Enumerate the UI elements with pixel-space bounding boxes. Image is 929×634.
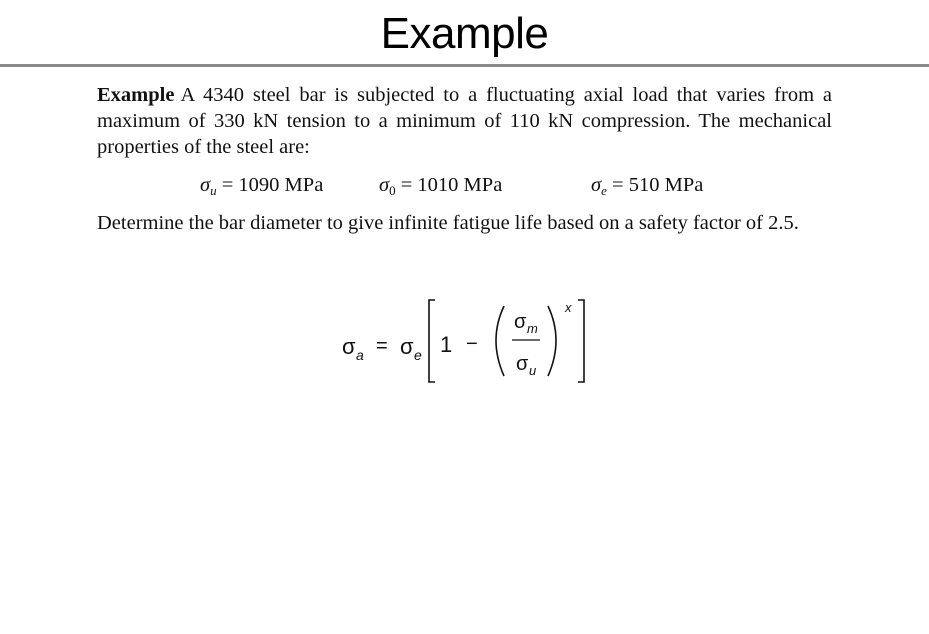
fraction-denominator-symbol: σ <box>516 353 529 375</box>
problem-text: A 4340 steel bar is subjected to a fluctuating axial load that varies from a maximum of 330 kN tension to a minimum of 110 kN compression. The mechanical properties of the steel are: <box>97 84 832 158</box>
formula-lhs-subscript: a <box>356 347 364 363</box>
fraction-numerator-subscript: m <box>527 321 538 336</box>
problem-statement <box>97 82 832 236</box>
example-label: Example <box>97 84 175 106</box>
formula-rhs-subscript: e <box>414 347 422 363</box>
right-bracket <box>578 300 584 382</box>
slide-title: Example <box>380 9 549 58</box>
formula-minus: − <box>466 333 478 355</box>
left-bracket <box>429 300 435 382</box>
fraction-denominator-subscript: u <box>529 363 537 378</box>
formula-equals: = <box>376 335 388 357</box>
goodman-formula <box>336 292 596 392</box>
property-endurance-limit: $\sigma_e = 510$ MPa <box>591 174 704 198</box>
question-text: Determine the bar diameter to give infinite fatigue life based on a safety factor of 2.5. <box>97 212 799 234</box>
title-divider <box>0 64 929 67</box>
property-yield-strength: $\sigma_0 = 1010$ MPa <box>379 174 503 198</box>
formula-rhs-symbol: σ <box>400 334 414 359</box>
formula-graphic <box>336 292 596 392</box>
property-ultimate-strength: $\sigma_u = 1090$ MPa <box>200 174 324 198</box>
left-paren <box>496 306 504 376</box>
right-paren <box>548 306 556 376</box>
material-properties <box>97 160 832 210</box>
problem-paragraph <box>97 82 832 160</box>
formula-lhs-symbol: σ <box>342 334 356 359</box>
fraction-numerator-symbol: σ <box>514 311 527 333</box>
formula-exponent: x <box>565 300 572 315</box>
formula-one: 1 <box>440 332 453 357</box>
